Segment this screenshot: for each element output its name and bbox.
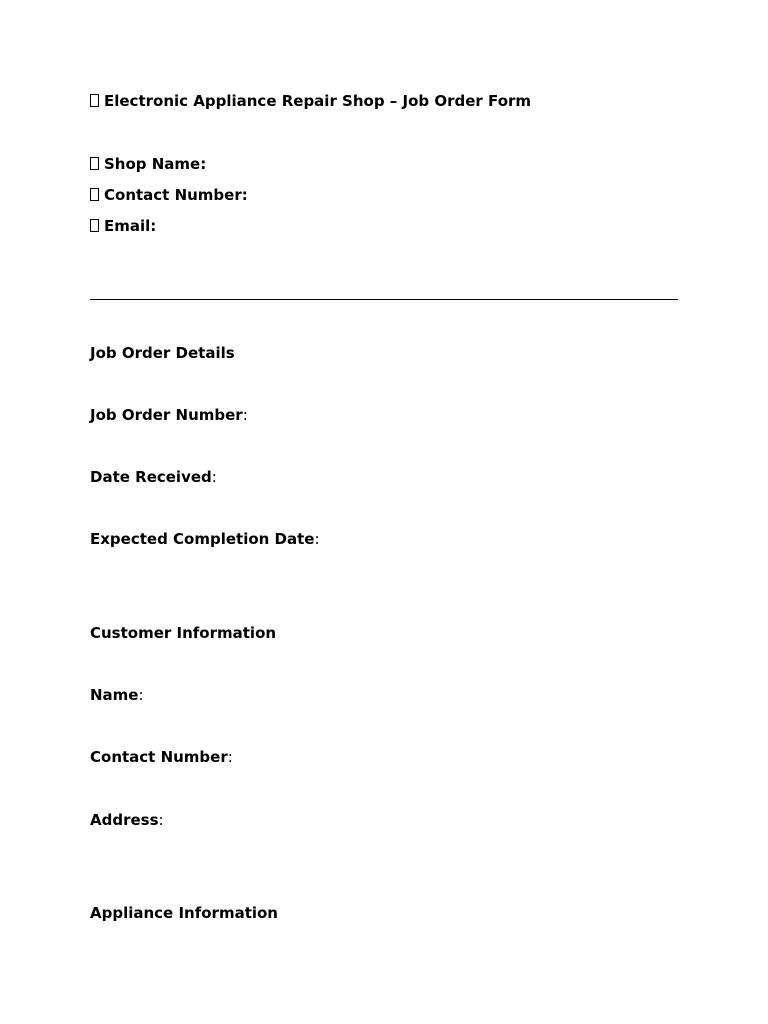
job-order-heading: Job Order Details — [90, 344, 235, 362]
shop-name-row — [90, 155, 206, 173]
date-received-label: Date Received — [90, 468, 212, 486]
job-order-number-field — [90, 406, 248, 424]
phone-glyph-icon — [90, 188, 99, 201]
customer-address-field — [90, 811, 164, 829]
shop-contact-label: Contact Number: — [104, 186, 248, 204]
email-glyph-icon — [90, 219, 99, 232]
customer-heading: Customer Information — [90, 624, 277, 642]
colon: : — [314, 530, 320, 548]
expected-completion-label: Expected Completion Date — [90, 530, 315, 548]
colon: : — [227, 748, 233, 766]
form-title: Electronic Appliance Repair Shop – Job Order Form — [104, 92, 532, 110]
colon: : — [211, 468, 217, 486]
shop-email-row — [90, 217, 156, 235]
customer-contact-field — [90, 748, 233, 766]
colon: : — [138, 686, 144, 704]
customer-contact-label: Contact Number — [90, 748, 228, 766]
date-received-field — [90, 468, 217, 486]
title-glyph-icon — [90, 94, 99, 107]
header-divider — [90, 299, 678, 300]
shop-glyph-icon — [90, 157, 99, 170]
appliance-heading: Appliance Information — [90, 904, 278, 922]
colon: : — [242, 406, 248, 424]
form-title-row — [90, 92, 531, 110]
customer-name-field — [90, 686, 144, 704]
customer-name-label: Name — [90, 686, 139, 704]
colon: : — [158, 811, 164, 829]
shop-name-label: Shop Name: — [104, 155, 207, 173]
shop-contact-row — [90, 186, 248, 204]
customer-address-label: Address — [90, 811, 159, 829]
expected-completion-field — [90, 530, 320, 548]
shop-email-label: Email: — [104, 217, 157, 235]
job-order-number-label: Job Order Number — [90, 406, 243, 424]
